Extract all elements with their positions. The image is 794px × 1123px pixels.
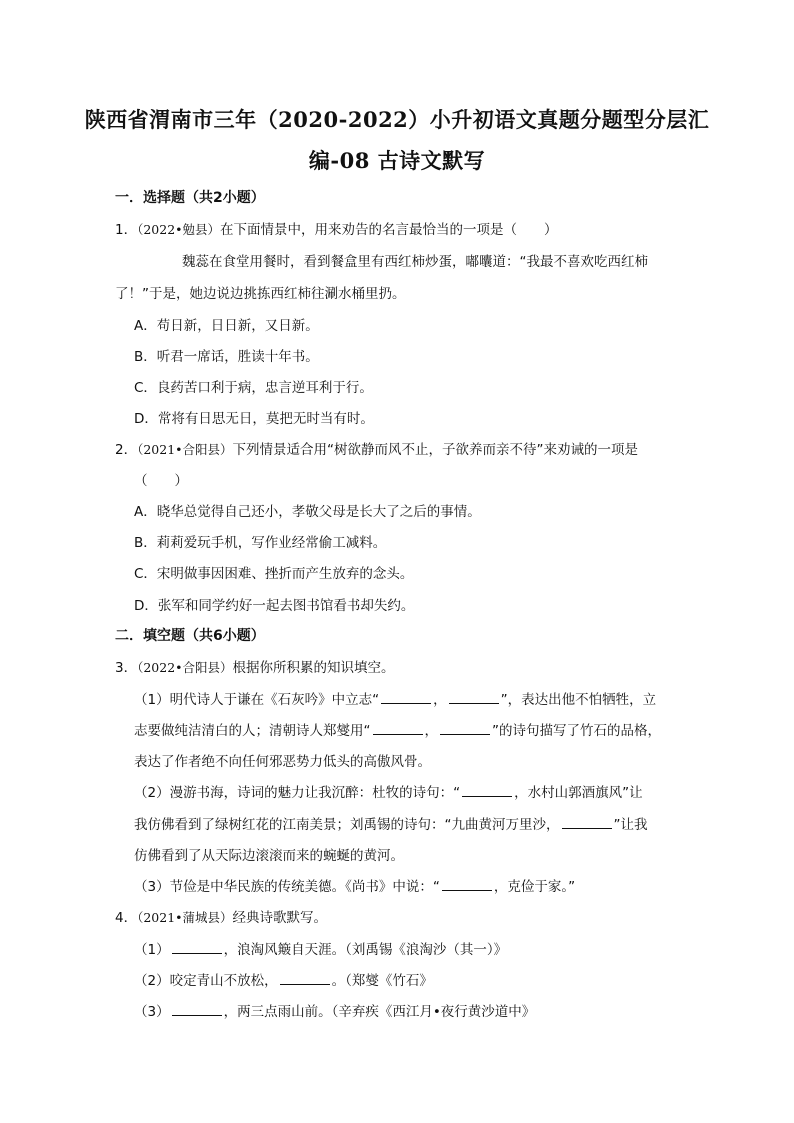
question-3-part-1-line-3: 表达了作者绝不向任何邪恶势力低头的高傲风骨。 [134, 754, 431, 770]
question-3-stem [115, 656, 395, 676]
question-source: （2021•合阳县） [137, 442, 233, 457]
answer-blank[interactable] [373, 723, 423, 735]
question-text: 下列情景适合用“树欲静而风不止，子欲养而亲不待”来劝诫的一项是 [232, 442, 639, 458]
document-title-line-1: 陕西省渭南市三年（2020-2022）小升初语文真题分题型分层汇 [84, 107, 710, 132]
answer-blank[interactable] [462, 785, 512, 797]
question-2-option-b: B．莉莉爱玩手机，写作业经常偷工减料。 [134, 535, 387, 551]
question-text: 经典诗歌默写。 [232, 910, 328, 926]
question-2-answer-brackets: （ ） [134, 473, 188, 489]
question-number: 1． [115, 222, 138, 238]
question-source: （2021•蒲城县） [137, 910, 233, 925]
question-3-part-1-line-2: 志要做纯洁清白的人；清朝诗人郑燮用“ ， ”的诗句描写了竹石的品格， [134, 723, 661, 739]
question-number: 4． [115, 910, 138, 926]
section-heading-fill-in: 二．填空题（共6小题） [115, 628, 265, 644]
question-3-part-2-line-2: 我仿佛看到了绿树红花的江南美景；刘禹锡的诗句：“九曲黄河万里沙， ”让我 [134, 817, 648, 833]
answer-blank[interactable] [172, 1004, 222, 1016]
question-source: （2022•勉县） [137, 222, 221, 237]
question-3-part-2-line-3: 仿佛看到了从天际边滚滚而来的蜿蜒的黄河。 [134, 848, 404, 864]
answer-blank[interactable] [172, 942, 222, 954]
question-1-passage-line-2: 了！”于是，她边说边挑拣西红柿往涮水桶里扔。 [115, 286, 406, 302]
section-heading-choice: 一．选择题（共2小题） [115, 190, 265, 206]
answer-blank[interactable] [449, 692, 499, 704]
question-1-stem [115, 218, 558, 238]
question-1-option-b: B．听君一席话，胜读十年书。 [134, 349, 319, 365]
answer-blank[interactable] [381, 692, 431, 704]
answer-blank[interactable] [280, 973, 330, 985]
question-2-stem [115, 438, 638, 458]
question-2-option-a: A．晓华总觉得自己还小，孝敬父母是长大了之后的事情。 [134, 504, 481, 520]
question-4-item-1: （1） ，浪淘风簸自天涯。（刘禹锡《浪淘沙（其一）》 [134, 942, 508, 958]
question-1-option-d: D．常将有日思无日，莫把无时当有时。 [134, 411, 374, 427]
question-number: 3． [115, 660, 138, 676]
question-source: （2022•合阳县） [137, 660, 233, 675]
answer-blank[interactable] [440, 723, 490, 735]
question-3-part-2-line-1: （2）漫游书海，诗词的魅力让我沉醉：杜牧的诗句：“ ，水村山郭酒旗风”让 [134, 785, 643, 801]
question-number: 2． [115, 442, 138, 458]
question-4-item-3: （3） ，两三点雨山前。（辛弃疾《西江月•夜行黄沙道中》 [134, 1004, 536, 1020]
question-4-stem [115, 906, 327, 926]
question-2-option-d: D．张军和同学约好一起去图书馆看书却失约。 [134, 598, 415, 614]
question-text: 根据你所积累的知识填空。 [232, 660, 395, 676]
question-4-item-2: （2）咬定青山不放松， 。（郑燮《竹石》 [134, 973, 433, 989]
question-3-part-3: （3）节俭是中华民族的传统美德。《尚书》中说：“ ，克俭于家。” [134, 879, 576, 895]
answer-blank[interactable] [562, 817, 612, 829]
answer-blank[interactable] [442, 879, 492, 891]
question-1-passage-line-1: 魏蕊在食堂用餐时，看到餐盒里有西红柿炒蛋，嘟囔道：“我最不喜欢吃西红柿 [182, 254, 648, 270]
question-2-option-c: C．宋明做事因困难、挫折而产生放弃的念头。 [134, 566, 414, 582]
question-1-option-a: A．苟日新，日日新，又日新。 [134, 318, 319, 334]
document-title-line-2: 编-08 古诗文默写 [308, 148, 486, 173]
question-1-option-c: C．良药苦口利于病，忠言逆耳利于行。 [134, 380, 373, 396]
question-text: 在下面情景中，用来劝告的名言最恰当的一项是（ ） [220, 222, 558, 238]
question-3-part-1-line-1: （1）明代诗人于谦在《石灰吟》中立志“ ， ”，表达出他不怕牺牲，立 [134, 692, 657, 708]
